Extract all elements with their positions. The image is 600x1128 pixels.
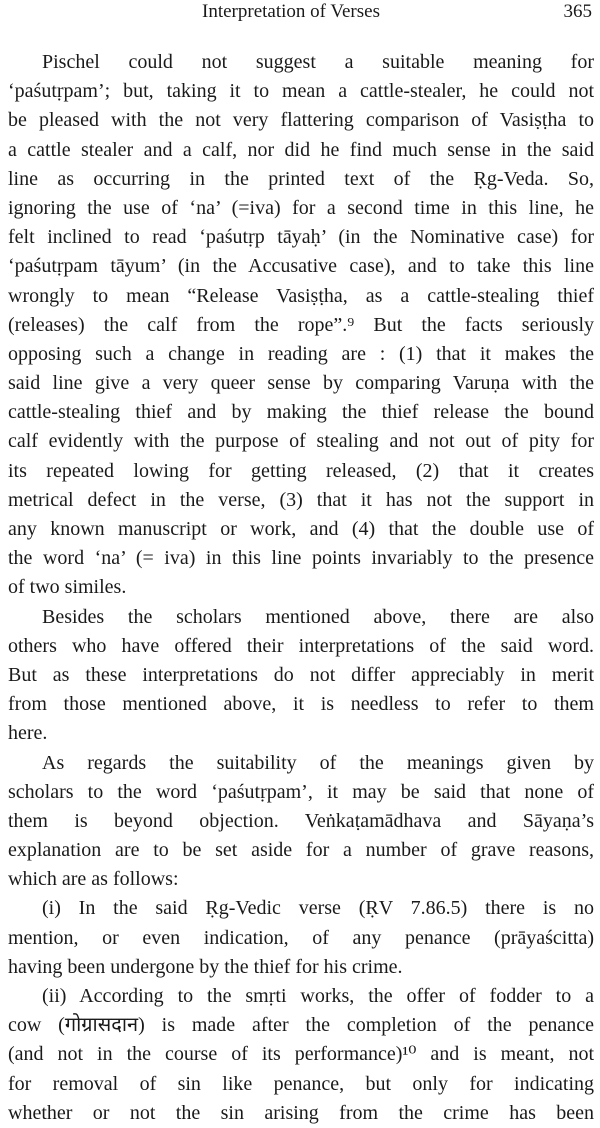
body-text (8, 48, 594, 1128)
text-line: which are as follows: (8, 868, 179, 891)
text-line: of two similes. (8, 576, 127, 599)
text-line: (ii) According to the smṛti works, the offer of fodder to a (42, 985, 594, 1007)
page-header (0, 0, 600, 26)
text-line: its repeated lowing for getting released, (2) that it creates (8, 459, 594, 482)
paragraph-suitability (8, 749, 594, 895)
text-line: a cattle stealer and a calf, nor did he find much sense in the said (8, 138, 594, 161)
text-line: metrical defect in the verse, (3) that it has not the support in (8, 488, 594, 511)
text-line: be pleased with the not very flattering comparison of Vasiṣṭha to (8, 109, 594, 132)
text-line: (i) In the said Ṛg-Vedic verse (ṚV 7.86.5) there is no (42, 897, 594, 920)
text-line: (releases) the calf from the rope”.⁹ But the facts seriously (8, 313, 594, 336)
text-line: cow (गोग्रासदान) is made after the completion of the penance (8, 1014, 594, 1037)
text-line: any known manuscript or work, and (4) that the double use of (8, 518, 594, 540)
text-line: wrongly to mean “Release Vasiṣṭha, as a cattle-stealing thief (8, 284, 594, 307)
text-line: Besides the scholars mentioned above, there are also (42, 605, 594, 628)
running-head: Interpretation of Verses (202, 1, 380, 22)
text-line: ‘paśutṛpam’; but, taking it to mean a cattle-stealer, he could not (8, 80, 594, 103)
text-line: others who have offered their interpretations of the said word. (8, 634, 594, 657)
list-item-reason-i (8, 894, 594, 982)
text-line: here. (8, 722, 48, 745)
paragraph-pischel (8, 48, 594, 603)
list-item-reason-ii (8, 982, 594, 1128)
text-line: whether or not the sin arising from the crime has been (8, 1101, 594, 1124)
text-line: explanation are to be set aside for a number of grave reasons, (8, 839, 594, 862)
text-line: felt inclined to read ‘paśutṛp tāyaḥ’ (in the Nominative case) for (8, 226, 594, 249)
text-line: But as these interpretations do not differ appreciably in merit (8, 663, 594, 686)
text-line: calf evidently with the purpose of stealing and not out of pity for (8, 430, 594, 453)
text-line: said line give a very queer sense by comparing Varuṇa with the (8, 372, 594, 395)
text-line: line as occurring in the printed text of the Ṛg-Veda. So, (8, 167, 594, 190)
text-line: As regards the suitability of the meanings given by (42, 751, 594, 774)
text-line: ‘paśutṛpam tāyum’ (in the Accusative case), and to take this line (8, 255, 594, 278)
text-line: cattle-stealing thief and by making the thief release the bound (8, 401, 594, 424)
text-line: (and not in the course of its performance)¹⁰ and is meant, not (8, 1043, 594, 1066)
text-line: scholars to the word ‘paśutṛpam’, it may be said that none of (8, 780, 594, 803)
text-line: them is beyond objection. Veṅkaṭamādhava and Sāyaṇa’s (8, 809, 594, 832)
paragraph-other-scholars (8, 603, 594, 749)
text-line: for removal of sin like penance, but only for indicating (8, 1072, 594, 1095)
text-line: opposing such a change in reading are : (1) that it makes the (8, 342, 594, 365)
text-line: Pischel could not suggest a suitable meaning for (42, 51, 594, 73)
page-number: 365 (563, 1, 592, 22)
text-line: from those mentioned above, it is needless to refer to them (8, 693, 594, 716)
text-line: the word ‘na’ (= iva) in this line points invariably to the presence (8, 547, 594, 570)
text-line: mention, or even indication, of any penance (prāyaścitta) (8, 926, 594, 949)
text-line: ignoring the use of ‘na’ (=iva) for a second time in this line, he (8, 196, 594, 219)
text-line: having been undergone by the thief for his crime. (8, 955, 403, 978)
